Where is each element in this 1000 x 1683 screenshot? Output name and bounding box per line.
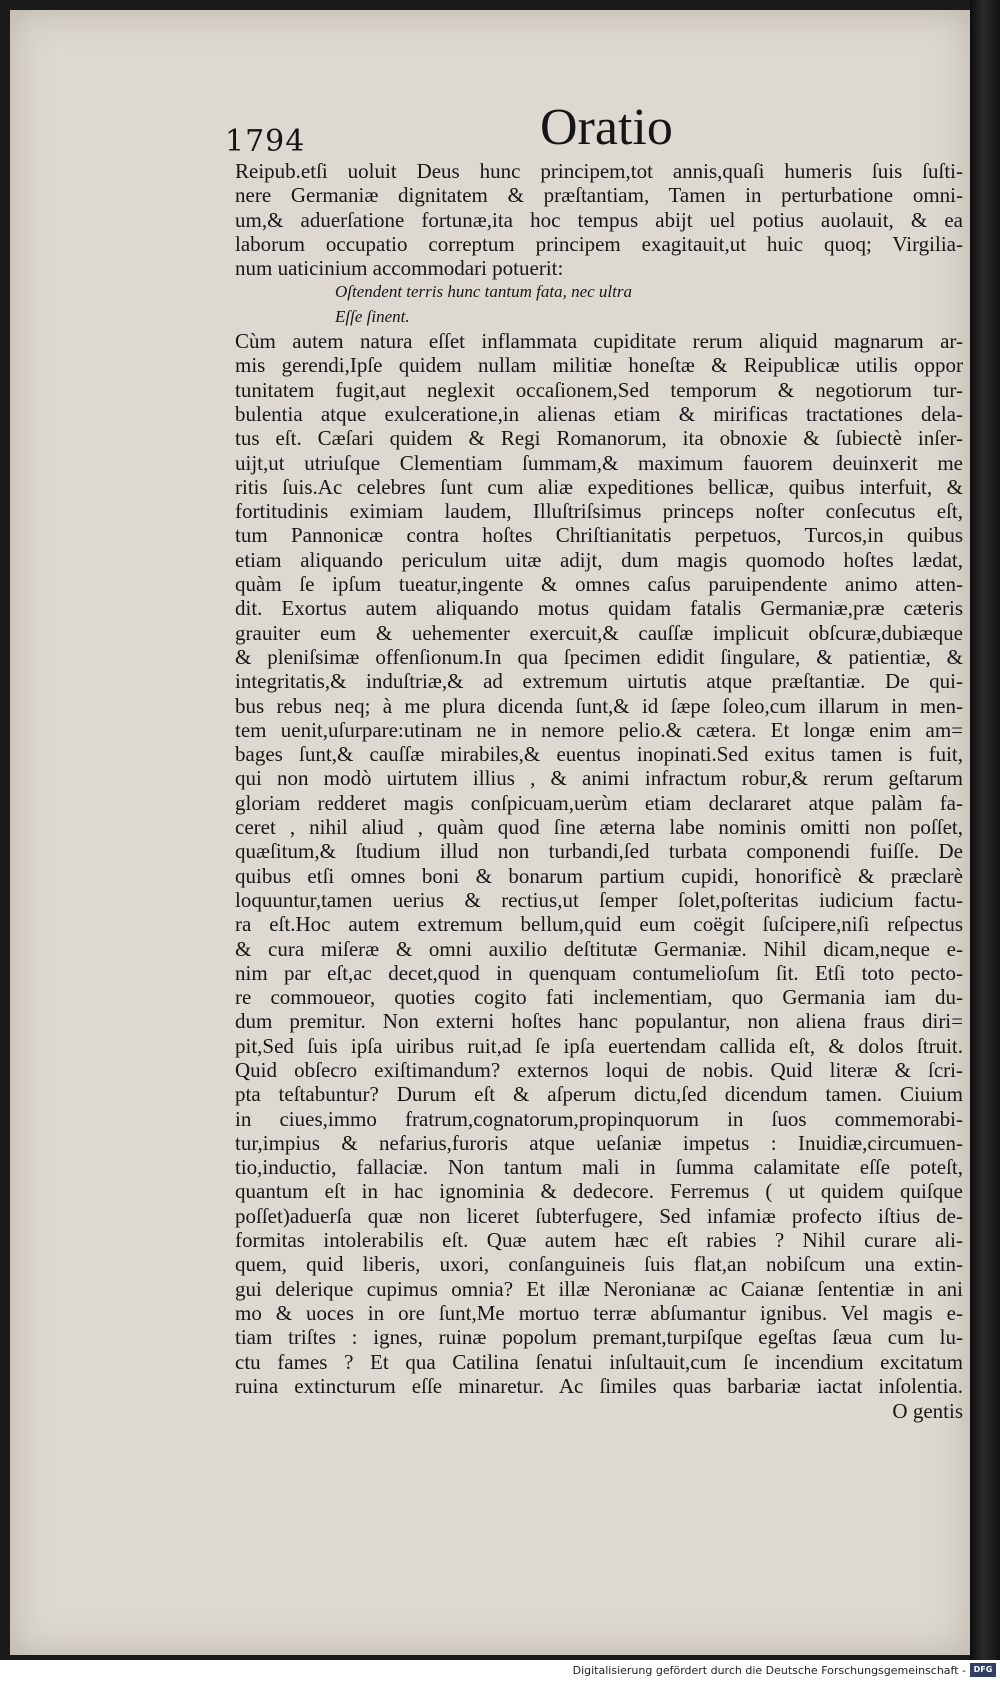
text-line: tur,impius & nefarius,furoris atque ueſaniæ impetus : Inuidiæ,circumuen- — [235, 1130, 963, 1155]
text-line: bulentia atque exulceratione,in alienas etiam & mirificas tractationes dela- — [235, 401, 963, 426]
catchword: O gentis — [892, 1399, 963, 1424]
text-line: gui delerique cupimus omnia? Et illæ Neronianæ ac Caianæ ſententiæ in ani — [235, 1276, 963, 1301]
text-line: & cura miſeræ & omni auxilio deſtitutæ Germaniæ. Nihil dicam,neque e- — [235, 936, 963, 961]
text-line: mo & uoces in ore ſunt,Me mortuo terræ abſumantur ignibus. Vel magis e- — [235, 1300, 963, 1325]
text-line: quæſitum,& ſtudium illud non turbandi,ſed turbata componendi fuiſſe. De — [235, 839, 963, 864]
text-line: tunitatem fugit,aut neglexit occaſionem,Sed temporum & negotiorum tur- — [235, 377, 963, 402]
text-line: gloriam redderet magis conſpicuam,uerùm etiam declararet atque palàm fa- — [235, 790, 963, 815]
text-line: ctu fames ? Et qua Catilina ſenatui inſultauit,cum ſe incendium excitatum — [235, 1349, 963, 1374]
page-edge — [970, 0, 1000, 1660]
text-line: laborum occupatio correptum principem exagitauit,ut huic quoq; Virgilia- — [235, 231, 963, 256]
text-line: bus rebus neq; à me plura dicenda ſunt,& id ſæpe ſoleo,cum illarum in men- — [235, 693, 963, 718]
paragraph-intro — [235, 159, 963, 280]
text-line: num uaticinium accommodari potuerit: — [235, 256, 564, 281]
text-line: mis gerendi,Ipſe quidem nullam militiæ honeſtæ & Reipublicæ utilis oppor — [235, 353, 963, 378]
paragraph-main — [235, 329, 963, 1398]
text-line: formitas intolerabilis eſt. Quæ autem hæc eſt rabies ? Nihil curare ali- — [235, 1228, 963, 1253]
text-line: uijt,ut utriuſque Clementiam ſummam,& maximum fauorem deuinxerit me — [235, 450, 963, 475]
text-line: Cùm autem natura eſſet inflammata cupiditate rerum aliquid magnarum ar- — [235, 329, 963, 354]
verse-quotation — [235, 280, 963, 329]
text-line: ra eſt.Hoc autem extremum bellum,quid eum coëgit ſuſcipere,niſi reſpectus — [235, 912, 963, 937]
page-number: 1794 — [225, 124, 306, 159]
funding-credit: Digitalisierung gefördert durch die Deutsche Forschungsgemeinschaft - — [572, 1664, 966, 1677]
verse-line: Eſſe ſinent. — [335, 306, 410, 326]
text-line: pit,Sed ſuis ipſa uiribus ruit,ad ſe ipſa euertendam callida eſt, & dolos ſtruit. — [235, 1033, 963, 1058]
text-line: & pleniſsimæ offenſionum.In qua ſpecimen edidit ſingulare, & patientiæ, & — [235, 644, 963, 669]
text-line: quibus etſi omnes boni & bonarum partium cupidi, honorificè & præclarè — [235, 863, 963, 888]
text-line: Quid obſecro exiſtimandum? externos loqui de nobis. Quid literæ & ſcri- — [235, 1057, 963, 1082]
text-line: loquuntur,tamen uerius & rectius,ut ſemper ſolet,poſteritas iudicium factu- — [235, 887, 963, 912]
text-line: in ciues,immo fratrum,cognatorum,propinquorum in ſuos commemorabi- — [235, 1106, 963, 1131]
page-header — [225, 98, 675, 168]
text-line: dum premitur. Non externi hoſtes hanc populantur, non aliena fraus diri= — [235, 1009, 963, 1034]
text-line: tem uenit,uſurpare:utinam ne in nemore pelio.& cætera. Et longæ enim am= — [235, 717, 963, 742]
text-line: integritatis,& induſtriæ,& ad extremum uirtutis atque præſtantiæ. De qui- — [235, 669, 963, 694]
text-line: um,& aduerſatione fortunæ,ita hoc tempus abijt uel potius auolauit, & ea — [235, 207, 963, 232]
text-line: Reipub.etſi uoluit Deus hunc principem,tot annis,quaſi humeris ſuis ſuſti- — [235, 159, 963, 183]
text-line: quàm ſe ipſum tueatur,ingente & omnes caſus paruipendente animo atten- — [235, 572, 963, 597]
digitization-footer — [0, 1661, 1000, 1683]
text-line: fortitudinis eximiam laudem, Illuſtriſsimus princeps noſter conſecutus eſt, — [235, 499, 963, 524]
text-line: ceret , nihil aliud , quàm quod ſine æterna labe nominis omitti non poſſet, — [235, 815, 963, 840]
dfg-logo-icon: DFG — [970, 1663, 996, 1677]
text-line: ruina extincturum eſſe minaretur. Ac ſimiles quas barbariæ iactat inſolentia. — [235, 1373, 963, 1398]
text-line: nere Germaniæ dignitatem & præſtantiam, Tamen in perturbatione omni- — [235, 183, 963, 208]
text-line: tus eſt. Cæſari quidem & Regi Romanorum, ita obnoxie & ſubiectè inſer- — [235, 426, 963, 451]
running-title: Oratio — [540, 99, 673, 156]
text-line: nim par eſt,ac decet,quod in quenquam contumelioſum ſit. Etſi toto pecto- — [235, 960, 963, 985]
text-line: pta teſtabuntur? Durum eſt & aſperum dictu,ſed dicendum tamen. Ciuium — [235, 1082, 963, 1107]
text-line: quantum eſt in hac ignominia & dedecore. Ferremus ( ut quidem quiſque — [235, 1179, 963, 1204]
text-line: tum Pannonicæ contra hoſtes Chriſtianitatis perpetuos, Turcos,in quibus — [235, 523, 963, 548]
text-line: ritis ſuis.Ac celebres ſunt cum aliæ expeditiones bellicæ, quibus interfuit, & — [235, 474, 963, 499]
text-line: poſſet)aduerſa quæ non liceret ſubterfugere, Sed infamiæ profecto iſtius de- — [235, 1203, 963, 1228]
text-line: grauiter eum & uehementer exercuit,& cauſſæ implicuit obſcuræ,dubiæque — [235, 620, 963, 645]
text-line: dit. Exortus autem aliquando motus quidam fatalis Germaniæ,præ cæteris — [235, 596, 963, 621]
text-line: tio,inductio, fallaciæ. Non tantum mali in ſumma calamitate eſſe poteſt, — [235, 1155, 963, 1180]
text-line: etiam aliquando periculum uitæ adijt, dum magis quomodo hoſtes lædat, — [235, 547, 963, 572]
text-line: bages ſunt,& cauſſæ mirabiles,& euentus inopinati.Sed exitus tamen is fuit, — [235, 742, 963, 767]
body-text — [235, 159, 963, 1424]
text-line: quem, quid liberis, uxori, conſanguineis ſuis flat,an nobiſcum una extin- — [235, 1252, 963, 1277]
text-line: re commoueor, quoties cogito fati inclementiam, quo Germania iam du- — [235, 985, 963, 1010]
verse-line: Oſtendent terris hunc tantum fata, nec ultra — [335, 282, 632, 302]
text-line: qui non modò uirtutem illius , & animi infractum robur,& rerum geſtarum — [235, 766, 963, 791]
book-page — [10, 10, 970, 1655]
text-line: tiam triſtes : ignes, ruinæ popolum premant,turpiſque egeſtas ſæua cum lu- — [235, 1325, 963, 1350]
